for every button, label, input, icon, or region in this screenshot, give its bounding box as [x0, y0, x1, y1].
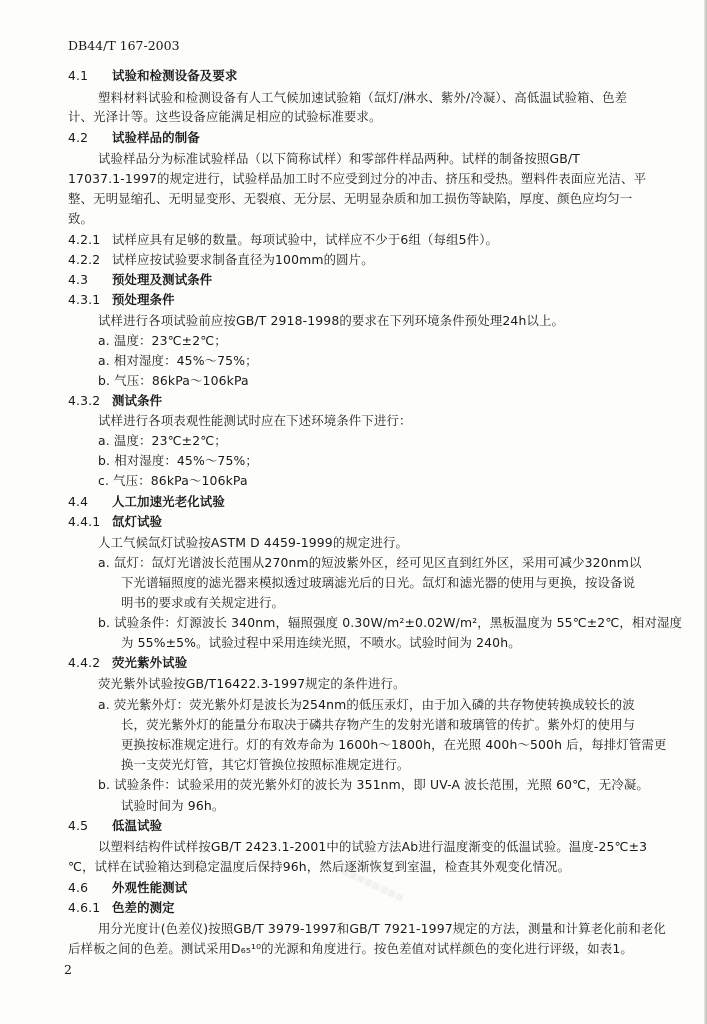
text-line: [121, 737, 667, 753]
line-text: 下光谱辐照度的滤光器来模拟透过玻璃滤光后的日光。氙灯和滤光器的使用与更换，按设备说: [121, 575, 636, 590]
line-text: 预处理条件: [112, 292, 175, 307]
line-text: 为 55%±5%。试验过程中采用连续光照，不喷水。试验时间为 240h。: [121, 635, 521, 650]
section-number: 4.3: [68, 272, 89, 287]
section-number: 4.3.2: [68, 393, 101, 408]
line-text: 试验样品的制备: [112, 130, 200, 145]
line-text: 测试条件: [112, 393, 163, 408]
text-line: [98, 615, 682, 631]
text-line: [121, 635, 521, 651]
text-line: [98, 151, 580, 167]
line-text: 低温试验: [112, 818, 163, 833]
line-text: 计、光泽计等。这些设备应能满足相应的试验标准要求。: [68, 109, 382, 124]
text-line: [98, 839, 647, 855]
section-heading: [68, 655, 187, 671]
document-code: DB44/T 167-2003: [68, 38, 180, 53]
line-text: 后样板之间的色差。测试采用D₆₅¹⁰的光源和角度进行。按色差值对试样颜色的变化进行评级，如表1。: [68, 941, 633, 956]
line-text: ℃，试样在试验箱达到稳定温度后保持96h，然后逐渐恢复到室温，检查其外观变化情况。: [68, 859, 571, 874]
line-text: 色差的测定: [112, 900, 175, 915]
text-line: [68, 211, 93, 227]
line-text: a. 荧光紫外灯：荧光紫外灯是波长为254nm的低压汞灯，由于加入磷的共存物使转换成较长的波: [98, 697, 635, 712]
section-number: 4.2.2: [68, 252, 101, 267]
section-number: 4.3.1: [68, 292, 101, 307]
line-text: 换一支荧光灯管，其它灯管换位按照标准规定进行。: [121, 757, 410, 772]
text-line: [98, 90, 627, 106]
text-line: [121, 717, 635, 733]
section-heading: [68, 130, 200, 146]
section-heading: [68, 900, 175, 916]
text-line: [121, 575, 635, 591]
text-line: [68, 191, 632, 207]
section-heading: [68, 272, 212, 288]
line-text: a. 温度：23℃±2℃；: [98, 333, 227, 348]
line-text: 荧光紫外试验按GB/T16422.3-1997规定的条件进行。: [98, 676, 406, 691]
text-line: [68, 171, 646, 187]
text-line: [98, 433, 227, 449]
section-heading: [68, 494, 225, 510]
section-heading: [68, 292, 175, 308]
section-number: 4.2: [68, 130, 89, 145]
section-heading: [68, 514, 162, 530]
line-text: 整、无明显缩孔、无明显变形、无裂痕、无分层、无明显杂质和加工损伤等缺陷，厚度、颜色应均匀一: [68, 191, 633, 206]
text-line: [68, 941, 633, 957]
section-number: 4.4.2: [68, 655, 101, 670]
line-text: 人工加速光老化试验: [112, 494, 225, 509]
text-line: [98, 777, 649, 793]
line-text: b. 相对湿度：45%～75%；: [98, 453, 258, 468]
section-heading: [68, 68, 237, 84]
line-text: 荧光紫外试验: [112, 655, 188, 670]
text-line: [121, 798, 224, 814]
text-line: [68, 232, 498, 248]
text-line: [98, 333, 227, 349]
section-heading: [68, 880, 187, 896]
text-line: [98, 921, 666, 937]
line-text: 以塑料结构件试样按GB/T 2423.1-2001中的试验方法Ab进行温度渐变的低温试验。温度-25℃±3: [98, 839, 648, 854]
text-line: [98, 676, 406, 692]
text-line: [68, 109, 382, 125]
watermark: ■■■■■■■■■: [331, 862, 406, 904]
line-text: b. 试验条件：试验采用的荧光紫外灯的波长为 351nm，即 UV-A 波长范围，光照 60℃，无冷凝。: [98, 777, 649, 792]
line-text: 长，荧光紫外灯的能量分布取决于磷共存物产生的发射光谱和玻璃管的传扩。紫外灯的使用与: [121, 717, 636, 732]
line-text: 试验和检测设备及要求: [112, 68, 238, 83]
line-text: 氙灯试验: [112, 514, 163, 529]
line-text: 用分光度计(色差仪)按照GB/T 3979-1997和GB/T 7921-1997规定的方法，测量和计算老化前和老化: [98, 921, 666, 936]
text-line: [68, 859, 570, 875]
section-number: 4.5: [68, 818, 89, 833]
line-text: b. 试验条件：灯源波长 340nm，辐照强度 0.30W/m²±0.02W/m²，黑板温度为 55℃±2℃，相对湿度: [98, 615, 683, 630]
section-number: 4.1: [68, 68, 89, 83]
text-line: [98, 555, 642, 571]
text-line: [98, 453, 258, 469]
line-text: 塑料材料试验和检测设备有人工气候加速试验箱（氙灯/淋水、紫外/冷凝）、高低温试验箱、色差: [98, 90, 628, 105]
line-text: b. 气压：86kPa～106kPa: [98, 373, 249, 388]
section-heading: [68, 393, 162, 409]
text-line: [98, 313, 564, 329]
text-line: [68, 252, 374, 268]
line-text: 17037.1-1997的规定进行，试验样品加工时不应受到过分的冲击、挤压和受热。塑料件表面应光洁、平: [68, 171, 647, 186]
line-text: 预处理及测试条件: [112, 272, 213, 287]
text-line: [121, 757, 409, 773]
line-text: 人工气候氙灯试验按ASTM D 4459-1999的规定进行。: [98, 535, 409, 550]
section-number: 4.4: [68, 494, 89, 509]
line-text: 更换按标准规定进行。灯的有效寿命为 1600h～1800h，在光照 400h～500h 后，每排灯管需更: [121, 737, 667, 752]
text-line: [98, 373, 249, 389]
line-text: a. 温度：23℃±2℃；: [98, 433, 227, 448]
line-text: 试验时间为 96h。: [121, 798, 225, 813]
section-heading: [68, 818, 162, 834]
line-text: 外观性能测试: [112, 880, 188, 895]
section-number: 4.4.1: [68, 514, 101, 529]
line-text: 致。: [68, 211, 94, 226]
section-number: 4.2.1: [68, 232, 101, 247]
line-text: c. 气压：86kPa～106kPa: [98, 473, 248, 488]
page-number: 2: [64, 962, 72, 977]
section-number: 4.6: [68, 880, 89, 895]
text-line: [98, 473, 248, 489]
line-text: 试样进行各项表观性能测试时应在下述环境条件下进行：: [98, 413, 412, 428]
line-text: 试样进行各项试验前应按GB/T 2918-1998的要求在下列环境条件预处理24h以上。: [98, 313, 565, 328]
line-text: 试样应按试验要求制备直径为100mm的圆片。: [112, 252, 374, 267]
text-line: [98, 353, 258, 369]
text-line: [98, 697, 635, 713]
text-line: [121, 595, 284, 611]
line-text: a. 氙灯：氙灯光谱波长范围从270nm的短波紫外区，经可见区直到红外区，采用可减少320nm以: [98, 555, 642, 570]
line-text: 试验样品分为标准试验样品（以下简称试样）和零部件样品两种。试样的制备按照GB/T: [98, 151, 580, 166]
line-text: a. 相对湿度：45%～75%；: [98, 353, 258, 368]
line-text: 试样应具有足够的数量。每项试验中，试样应不少于6组（每组5件）。: [112, 232, 499, 247]
section-number: 4.6.1: [68, 900, 101, 915]
line-text: 明书的要求或有关规定进行。: [121, 595, 285, 610]
text-line: [98, 413, 412, 429]
text-line: [98, 535, 408, 551]
